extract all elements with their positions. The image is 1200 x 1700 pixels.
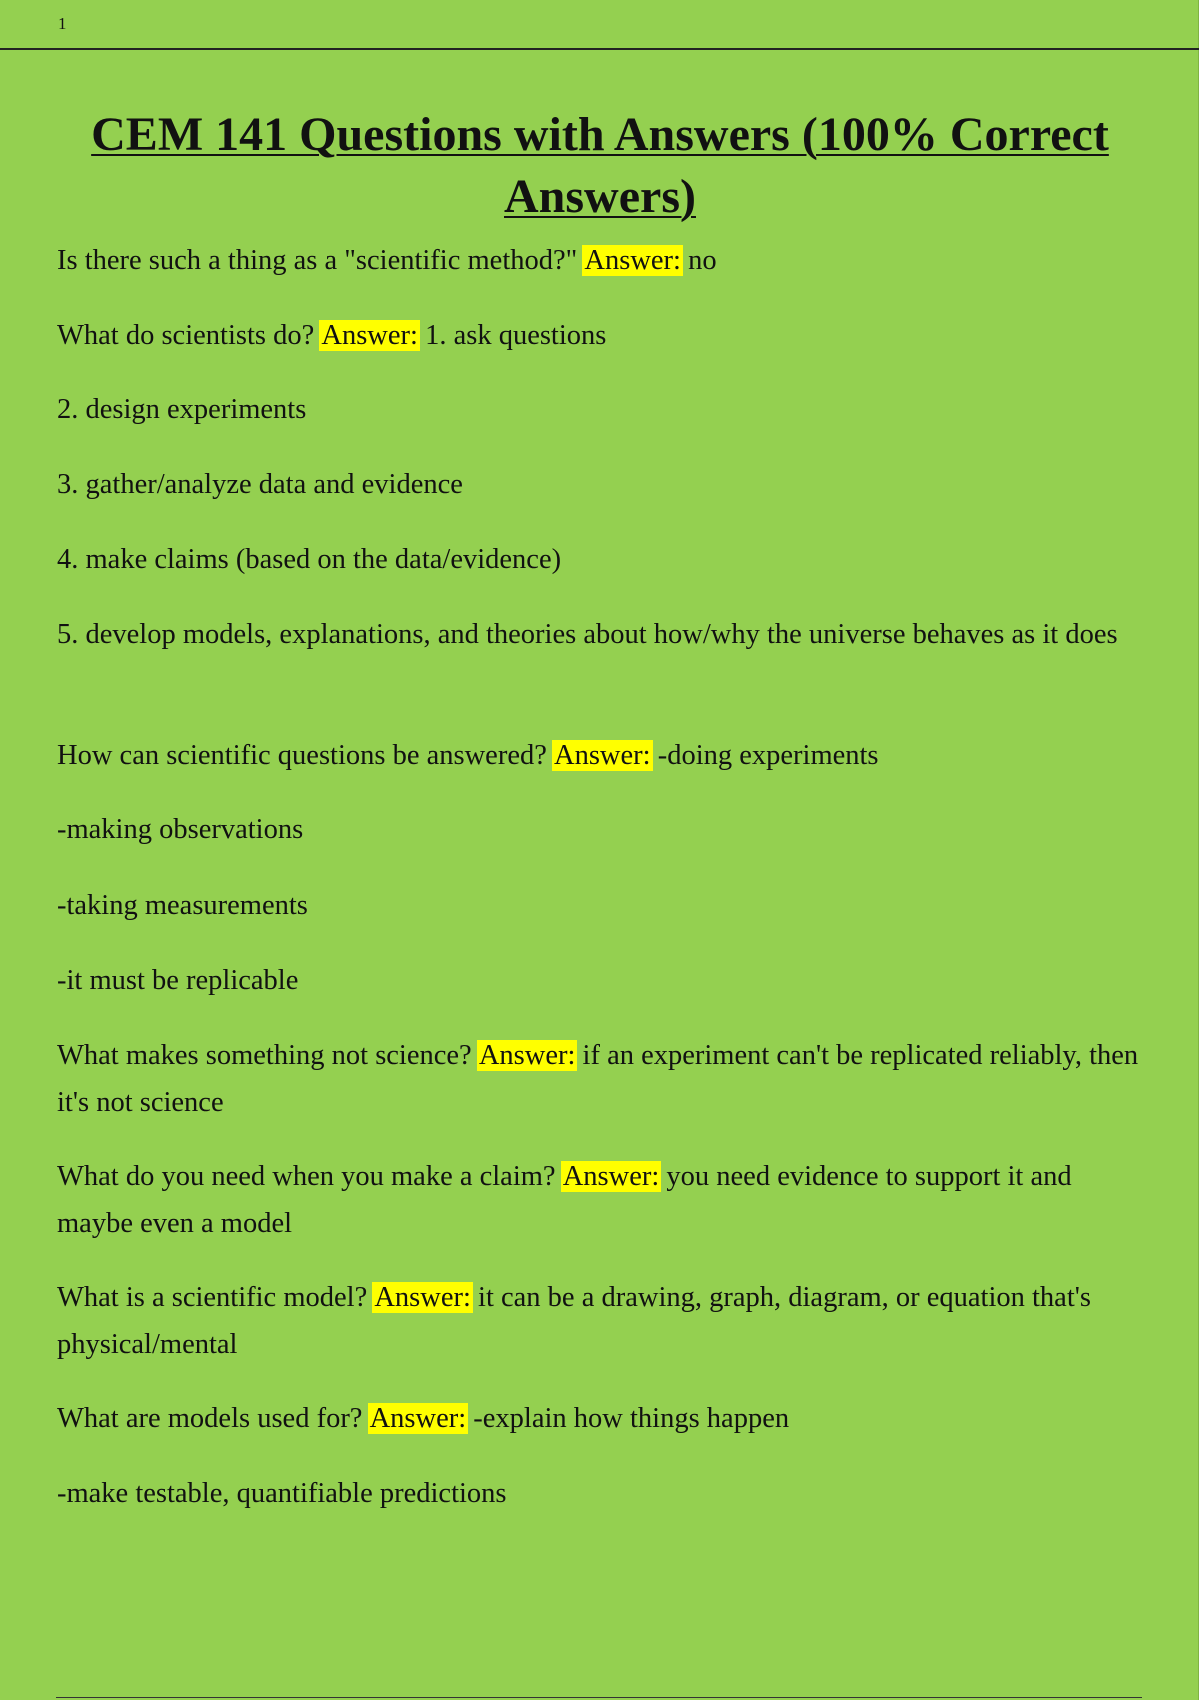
answer-label: Answer: xyxy=(562,1161,660,1192)
footer-divider xyxy=(56,1697,1142,1698)
question-text: What are models used for? xyxy=(57,1403,363,1434)
answer-continuation: 4. make claims (based on the data/evidence) xyxy=(57,544,562,575)
question-text: What do you need when you make a claim? xyxy=(57,1161,556,1192)
page-number: 1 xyxy=(58,14,67,33)
answer-continuation: 2. design experiments xyxy=(57,394,307,425)
page-edge xyxy=(1198,0,1199,1700)
answer-continuation: -making observations xyxy=(57,814,304,845)
answer-label: Answer: xyxy=(321,320,418,351)
answer-text: no xyxy=(688,245,717,276)
answer-label: Answer: xyxy=(478,1040,576,1071)
answer-label: Answer: xyxy=(374,1282,471,1313)
answer-text: it can be a drawing, graph, diagram, or equation that's physical/mental xyxy=(57,1282,1091,1360)
qa-item-1 xyxy=(57,237,1142,284)
answer-continuation: 3. gather/analyze data and evidence xyxy=(57,469,463,500)
question-text: How can scientific questions be answered? xyxy=(57,740,547,771)
header-divider xyxy=(0,48,1199,50)
answer-text: you need evidence to support it and maybe even a model xyxy=(57,1161,1072,1239)
question-text: What is a scientific model? xyxy=(57,1282,368,1313)
qa-item-2 xyxy=(57,312,1142,359)
qa-item-6 xyxy=(57,1274,1142,1368)
answer-text: -explain how things happen xyxy=(473,1403,790,1434)
question-text: What makes something not science? xyxy=(57,1040,472,1071)
answer-continuation: -make testable, quantifiable predictions xyxy=(57,1478,507,1509)
answer-text: if an experiment can't be replicated reliably, then it's not science xyxy=(57,1040,1139,1118)
answer-label: Answer: xyxy=(369,1403,467,1434)
qa-item-7 xyxy=(57,1395,1142,1442)
answer-continuation: -it must be replicable xyxy=(57,965,299,996)
qa-item-4 xyxy=(57,1032,1142,1126)
answer-text: -doing experiments xyxy=(657,740,879,771)
answer-continuation: -taking measurements xyxy=(57,890,308,921)
question-text: What do scientists do? xyxy=(57,320,315,351)
answer-text: 1. ask questions xyxy=(425,320,607,351)
document-title: CEM 141 Questions with Answers (100% Correct Answers) xyxy=(91,108,1109,223)
answer-continuation: 5. develop models, explanations, and theories about how/why the universe behaves as it does xyxy=(57,619,1118,650)
qa-item-3 xyxy=(57,732,1142,779)
answer-label: Answer: xyxy=(584,245,681,276)
answer-label: Answer: xyxy=(554,740,651,771)
qa-item-5 xyxy=(57,1153,1142,1247)
question-text: Is there such a thing as a "scientific method?" xyxy=(57,245,578,276)
